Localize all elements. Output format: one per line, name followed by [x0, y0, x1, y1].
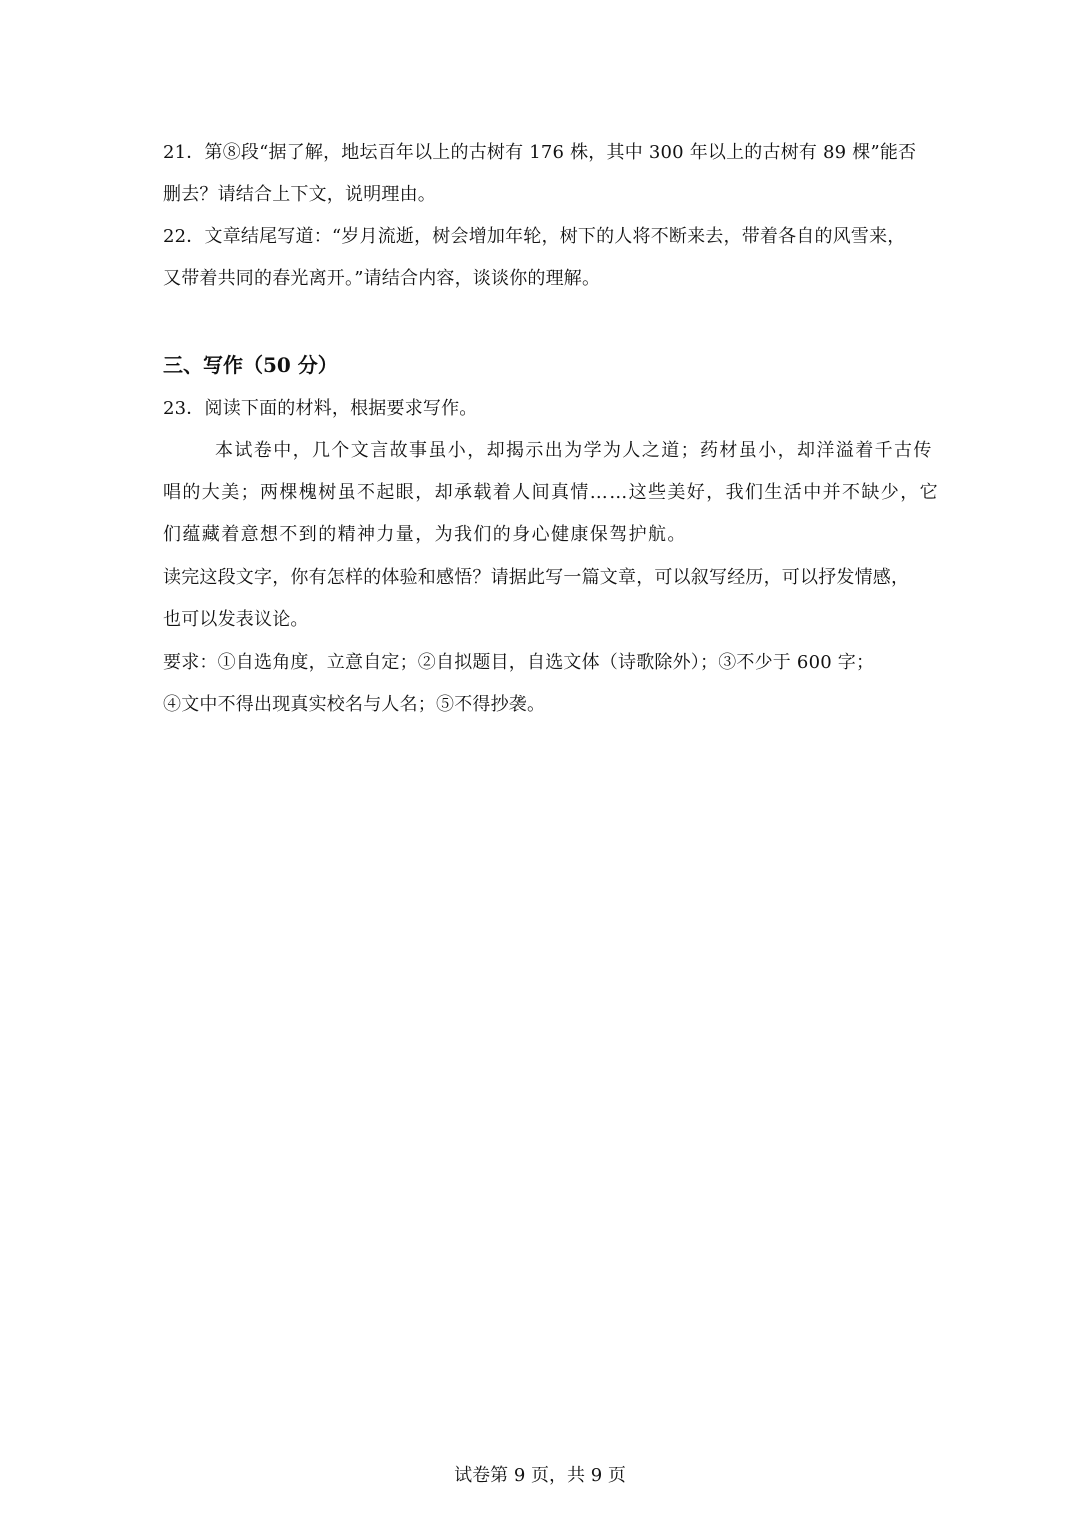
question-22-line-2: 又带着共同的春光离开。”请结合内容，谈谈你的理解。	[163, 268, 601, 289]
question-23-prompt: 23．阅读下面的材料，根据要求写作。	[163, 398, 478, 419]
material-line-3: 们蕴藏着意想不到的精神力量，为我们的身心健康保驾护航。	[163, 524, 687, 545]
question-21-line-2: 删去？请结合上下文，说明理由。	[163, 184, 436, 205]
material-line-1: 本试卷中，几个文言故事虽小，却揭示出为学为人之道；药材虽小，却洋溢着千古传	[215, 440, 933, 461]
question-22-line-1: 22．文章结尾写道：“岁月流逝，树会增加年轮，树下的人将不断来去，带着各自的风雪来，	[163, 226, 906, 247]
page-footer: 试卷第 9 页，共 9 页	[454, 1465, 626, 1486]
instruction-line-1: 读完这段文字，你有怎样的体验和感悟？请据此写一篇文章，可以叙写经历，可以抒发情感，	[163, 567, 910, 588]
question-21-line-1: 21．第⑧段“据了解，地坛百年以上的古树有 176 株，其中 300 年以上的古树有 89 棵”能否	[163, 142, 917, 163]
requirements-line-2: ④文中不得出现真实校名与人名；⑤不得抄袭。	[163, 694, 546, 715]
instruction-line-2: 也可以发表议论。	[163, 609, 309, 630]
material-line-2: 唱的大美；两棵槐树虽不起眼，却承载着人间真情……这些美好，我们生活中并不缺少，它	[163, 482, 939, 503]
requirements-line-1: 要求：①自选角度，立意自定；②自拟题目，自选文体（诗歌除外）；③不少于 600 字；	[163, 652, 875, 673]
section-heading-writing: 三、写作（50 分）	[163, 353, 338, 377]
